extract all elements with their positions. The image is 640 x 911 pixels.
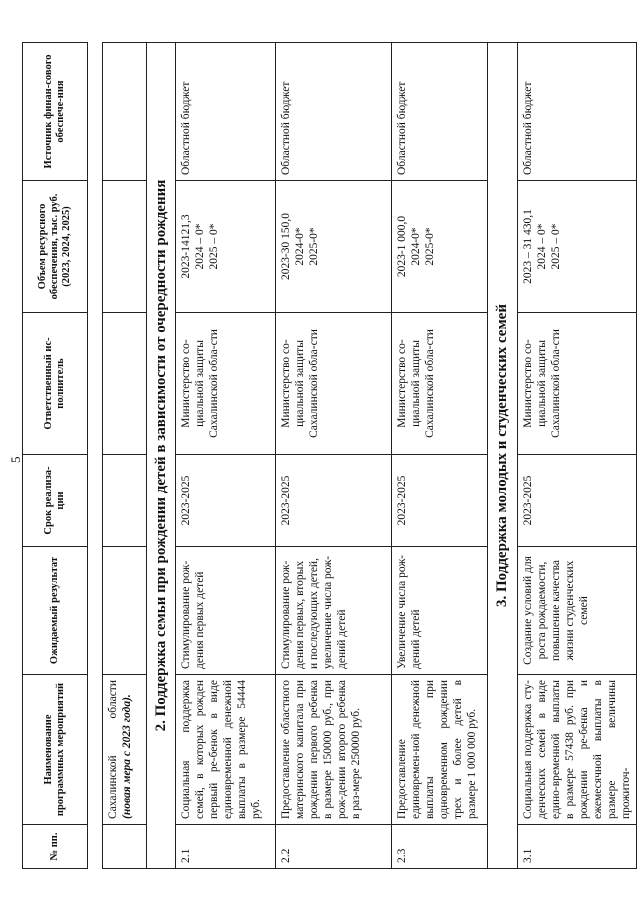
row-number: 2.3 <box>392 825 488 869</box>
row-result: Создание условий для роста рождаемости, повышение качества жизни студенческих семей <box>517 547 636 675</box>
table-row <box>392 43 488 869</box>
table-header-row <box>23 43 88 869</box>
row-number: 2.1 <box>176 825 276 869</box>
row-term: 2023-2025 <box>176 455 276 547</box>
continued-row <box>103 43 147 869</box>
volume-line: 2025-0* <box>308 227 321 266</box>
row-executor: Министерство со-циальной защиты Сахалинской обла-сти <box>517 313 636 455</box>
volume-line: 2025 – 0* <box>549 223 562 270</box>
row-name: Предоставление областного материнского капитала при рождении первого ребенка в размере 150000 руб., при рож-дении второго ребенка в раз-мере 250000 руб. <box>276 675 392 825</box>
row-volume <box>176 181 276 313</box>
section-2-title: 2. Поддержка семьи при рождении детей в зависимости от очередности рождения <box>147 43 176 869</box>
volume-line: 2023-14121,3 <box>180 214 193 279</box>
section-3-title: 3. Поддержка молодых и студенческих семей <box>488 43 517 869</box>
header-executor: Ответственный ис-полнитель <box>23 313 88 455</box>
row-term: 2023-2025 <box>517 455 636 547</box>
volume-line: 2024-0* <box>410 227 423 266</box>
table-row <box>276 43 392 869</box>
row-source: Областной бюджет <box>276 43 392 181</box>
row-volume <box>276 181 392 313</box>
header-term: Срок реализа-ции <box>23 455 88 547</box>
row-volume <box>517 181 636 313</box>
row-executor: Министерство со-циальной защиты Сахалинской обла-сти <box>392 313 488 455</box>
header-volume: Объем ресурсного обеспечения, тыс. руб. (2023, 2024, 2025) <box>23 181 88 313</box>
row-name: Предоставление единовремен-ной денежной выплаты при одновременном рождении трех и более детей в размере 1 000 000 руб. <box>392 675 488 825</box>
volume-line: 2025 – 0* <box>208 223 221 270</box>
row-source: Областной бюджет <box>392 43 488 181</box>
row-result: Стимулирование рож-дения первых детей <box>176 547 276 675</box>
volume-line: 2025-0* <box>424 227 437 266</box>
row-source: Областной бюджет <box>517 43 636 181</box>
volume-line: 2023 – 31 430,1 <box>521 209 534 284</box>
continued-row-name <box>103 675 147 825</box>
section-2-title-row <box>147 43 176 869</box>
row-volume <box>392 181 488 313</box>
table-row <box>517 43 636 869</box>
volume-line: 2024 – 0* <box>194 223 207 270</box>
row-source: Областной бюджет <box>176 43 276 181</box>
section-3-title-row <box>488 43 517 869</box>
row-number: 2.2 <box>276 825 392 869</box>
row-term: 2023-2025 <box>392 455 488 547</box>
volume-line: 2024 – 0* <box>535 223 548 270</box>
header-source: Источник финан-сового обеспече-ния <box>23 43 88 181</box>
continued-name-plain: Сахалинской области <box>107 680 119 819</box>
table-row <box>176 43 276 869</box>
row-name: Социальная поддержка сту-денческих семей в виде едино-временной выплаты в размере 57438 руб. при рождении ре-бенка и ежемесячной выплаты в размере величины прожиточ- <box>517 675 636 825</box>
page-number: 5 <box>8 456 23 463</box>
program-measures-table <box>22 42 637 869</box>
header-gap-row <box>88 43 103 869</box>
volume-line: 2024-0* <box>294 227 307 266</box>
header-name: Наименование программных мероприятий <box>23 675 88 825</box>
row-executor: Министерство со-циальной защиты Сахалинской обла-сти <box>176 313 276 455</box>
volume-line: 2023-30 150,0 <box>280 212 293 281</box>
row-result: Увеличение числа рож-дений детей <box>392 547 488 675</box>
header-num: № пп. <box>23 825 88 869</box>
header-result: Ожидаемый результат <box>23 547 88 675</box>
row-name: Социальная поддержка семей, в которых рожден первый ре-бенок в виде единовременной денежной выплаты в размере 54444 руб. <box>176 675 276 825</box>
row-executor: Министерство со-циальной защиты Сахалинской обла-сти <box>276 313 392 455</box>
row-result: Стимулирование рож-дения первых, вторых и последующих детей, увеличение числа рож-дений детей <box>276 547 392 675</box>
row-term: 2023-2025 <box>276 455 392 547</box>
volume-line: 2023-1 000,0 <box>396 215 409 278</box>
continued-name-italic: (новая мера с 2023 года). <box>121 694 134 819</box>
row-number: 3.1 <box>517 825 636 869</box>
